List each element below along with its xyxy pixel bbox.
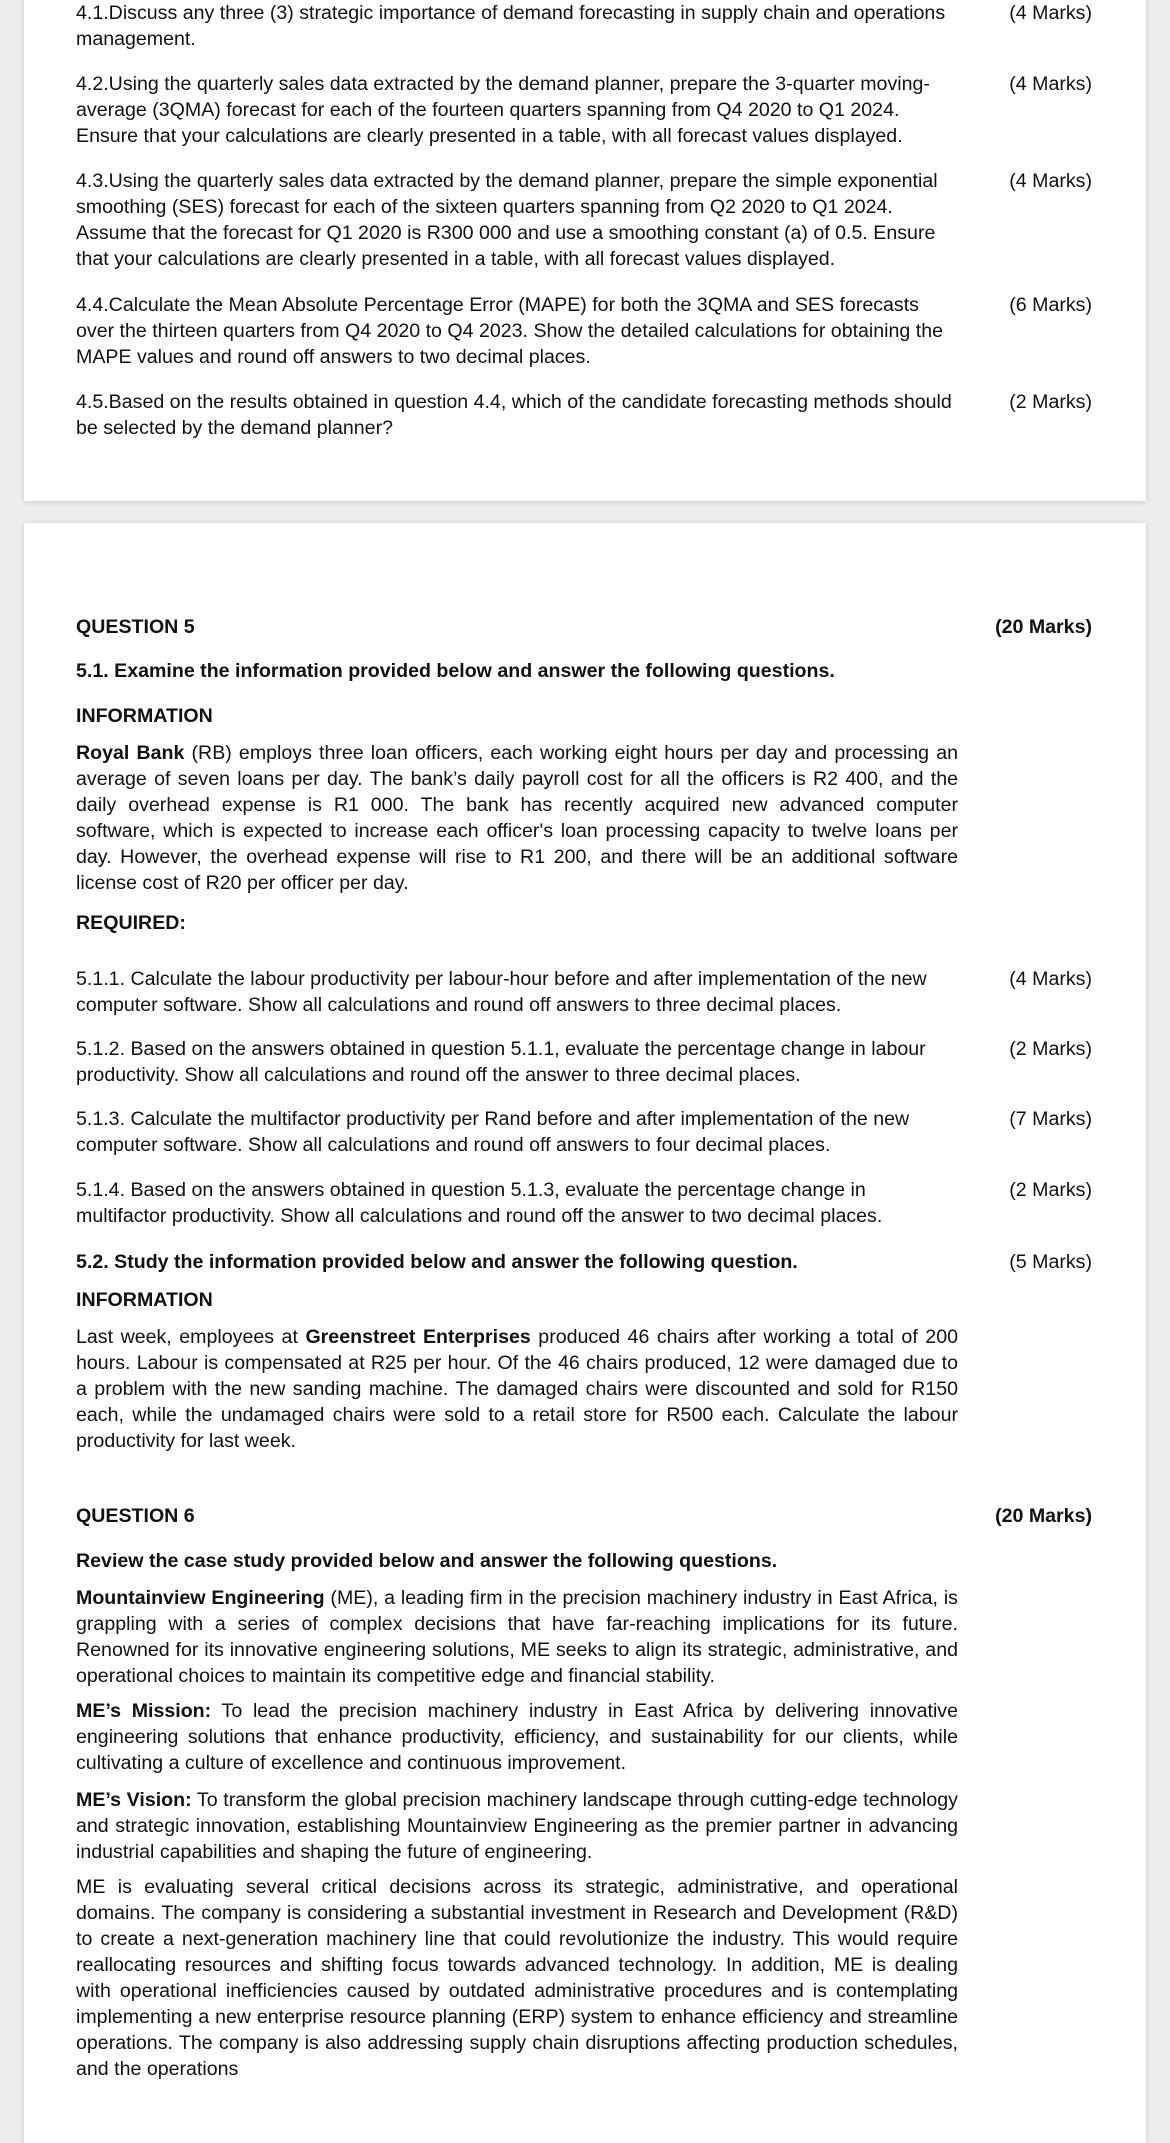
question-5-1-2 <box>76 1036 1092 1088</box>
mountainview-intro <box>76 1585 958 1689</box>
question-text: 5.1.3. Calculate the multifactor productivity per Rand before and after implementation of the new computer software. Show all calculations and round off answers to four decimal places. <box>76 1108 910 1156</box>
marks-label: (2 Marks) <box>1009 391 1092 413</box>
question-title: QUESTION 6 <box>76 1505 195 1527</box>
question-5-1-intro: 5.1. Examine the information provided below and answer the following questions. <box>76 660 835 682</box>
marks-label: (4 Marks) <box>1009 170 1092 192</box>
info-text: (RB) employs three loan officers, each working eight hours per day and processing an average of seven loans per day. The bank’s daily payroll cost for all the officers is R2 400, and the daily overhead expense is R1 000. The bank has recently acquired new advanced computer software, which is expected to increase each officer's loan processing capacity to twelve loans per day. However, the overhead expense will rise to R1 200, and there will be an additional software license cost of R20 per officer per day. <box>76 742 959 894</box>
question-total-marks: (20 Marks) <box>995 616 1092 638</box>
info-text-pre: Last week, employees at <box>76 1326 306 1348</box>
question-5-1-1 <box>76 966 1092 1018</box>
mission-text: To lead the precision machinery industry in East Africa by delivering innovative engineering solutions that enhance productivity, efficiency, and sustainability for our clients, while cultivating a culture of excellence and continuous improvement. <box>76 1700 958 1774</box>
mission-label: ME’s Mission: <box>76 1700 212 1722</box>
question-5-2 <box>76 1249 1092 1275</box>
marks-label: (2 Marks) <box>1009 1179 1092 1201</box>
question-total-marks: (20 Marks) <box>995 1505 1092 1527</box>
question-title: QUESTION 5 <box>76 616 195 638</box>
marks-label: (4 Marks) <box>1009 2 1092 24</box>
question-6-header <box>76 1503 1092 1529</box>
marks-label: (4 Marks) <box>1009 968 1092 990</box>
info-text: (ME), a leading firm in the precision machinery industry in East Africa, is grappling with a series of complex decisions that have far-reaching implications for its future. Renowned for its innovative engineering solutions, ME seeks to align its strategic, administrative, and operational choices to maintain its competitive edge and financial stability. <box>76 1587 958 1687</box>
question-5-1-4 <box>76 1177 1092 1229</box>
info-heading: INFORMATION <box>76 705 213 727</box>
question-4-5 <box>76 389 1092 441</box>
question-5-1-3 <box>76 1106 1092 1158</box>
question-6-intro: Review the case study provided below and answer the following questions. <box>76 1550 778 1572</box>
question-text: 5.2. Study the information provided below and answer the following question. <box>76 1251 798 1273</box>
required-heading: REQUIRED: <box>76 912 186 934</box>
marks-label: (4 Marks) <box>1009 73 1092 95</box>
vision-label: ME’s Vision: <box>76 1789 192 1811</box>
greenstreet-info <box>76 1324 958 1454</box>
question-5-header <box>76 614 1092 640</box>
question-text: 4.1.Discuss any three (3) strategic importance of demand forecasting in supply chain and operations management. <box>76 2 946 50</box>
royal-bank-info <box>76 740 958 896</box>
info-text: produced 46 chairs after working a total of 200 hours. Labour is compensated at R25 per hour. Of the 46 chairs produced, 12 were damaged due to a problem with the new sanding machine. The damaged chairs were discounted and sold for R150 each, while the undamaged chairs were sold to a retail store for R500 each. Calculate the labour productivity for last week. <box>76 1326 958 1452</box>
vision-statement <box>76 1787 958 1865</box>
question-text: 4.4.Calculate the Mean Absolute Percentage Error (MAPE) for both the 3QMA and SES forecasts over the thirteen quarters from Q4 2020 to Q4 2023. Show the detailed calculations for obtaining the MAPE values and round off answers to two decimal places. <box>76 294 944 368</box>
marks-label: (6 Marks) <box>1009 294 1092 316</box>
question-text: 4.3.Using the quarterly sales data extracted by the demand planner, prepare the simple exponential smoothing (SES) forecast for each of the sixteen quarters spanning from Q2 2020 to Q1 2024. Assume that the forecast for Q1 2020 is R300 000 and use a smoothing constant (a) of 0.5. Ensure that your calculations are clearly presented in a table, with all forecast values displayed. <box>76 170 938 270</box>
company-name: Royal Bank <box>76 742 185 764</box>
marks-label: (2 Marks) <box>1009 1038 1092 1060</box>
case-study-paragraph: ME is evaluating several critical decisions across its strategic, administrative, and operational domains. The company is considering a substantial investment in Research and Development (R&D) to create a next-generation machinery line that could revolutionize the industry. This would require reallocating resources and shifting focus towards advanced technology. In addition, ME is dealing with operational inefficiencies caused by outdated administrative procedures and is contemplating implementing a new enterprise resource planning (ERP) system to enhance efficiency and streamline operations. The company is also addressing supply chain disruptions affecting production schedules, and the operations <box>76 1876 958 2080</box>
vision-text: To transform the global precision machinery landscape through cutting-edge technology and strategic innovation, establishing Mountainview Engineering as the premier partner in advancing industrial capabilities and shaping the future of engineering. <box>76 1789 958 1863</box>
company-name: Mountainview Engineering <box>76 1587 325 1609</box>
info-heading-2: INFORMATION <box>76 1289 213 1311</box>
question-text: 5.1.2. Based on the answers obtained in question 5.1.1, evaluate the percentage change in labour productivity. Show all calculations and round off the answer to three decimal places. <box>76 1038 926 1086</box>
question-4-4 <box>76 292 1092 370</box>
company-name: Greenstreet Enterprises <box>305 1326 531 1348</box>
question-text: 4.2.Using the quarterly sales data extracted by the demand planner, prepare the 3-quarter moving-average (3QMA) forecast for each of the fourteen quarters spanning from Q4 2020 to Q1 2024. Ensure that your calculations are clearly presented in a table, with all forecast values displayed. <box>76 73 930 147</box>
marks-label: (5 Marks) <box>1009 1251 1092 1273</box>
question-text: 5.1.4. Based on the answers obtained in question 5.1.3, evaluate the percentage change in multifactor productivity. Show all calculations and round off the answer to two decimal places. <box>76 1179 883 1227</box>
question-4-1 <box>76 0 1092 52</box>
mission-statement <box>76 1698 958 1776</box>
question-4-3 <box>76 168 1092 272</box>
question-text: 4.5.Based on the results obtained in question 4.4, which of the candidate forecasting methods should be selected by the demand planner? <box>76 391 952 439</box>
question-4-2 <box>76 71 1092 149</box>
question-text: 5.1.1. Calculate the labour productivity per labour-hour before and after implementation of the new computer software. Show all calculations and round off answers to three decimal places. <box>76 968 927 1016</box>
marks-label: (7 Marks) <box>1009 1108 1092 1130</box>
